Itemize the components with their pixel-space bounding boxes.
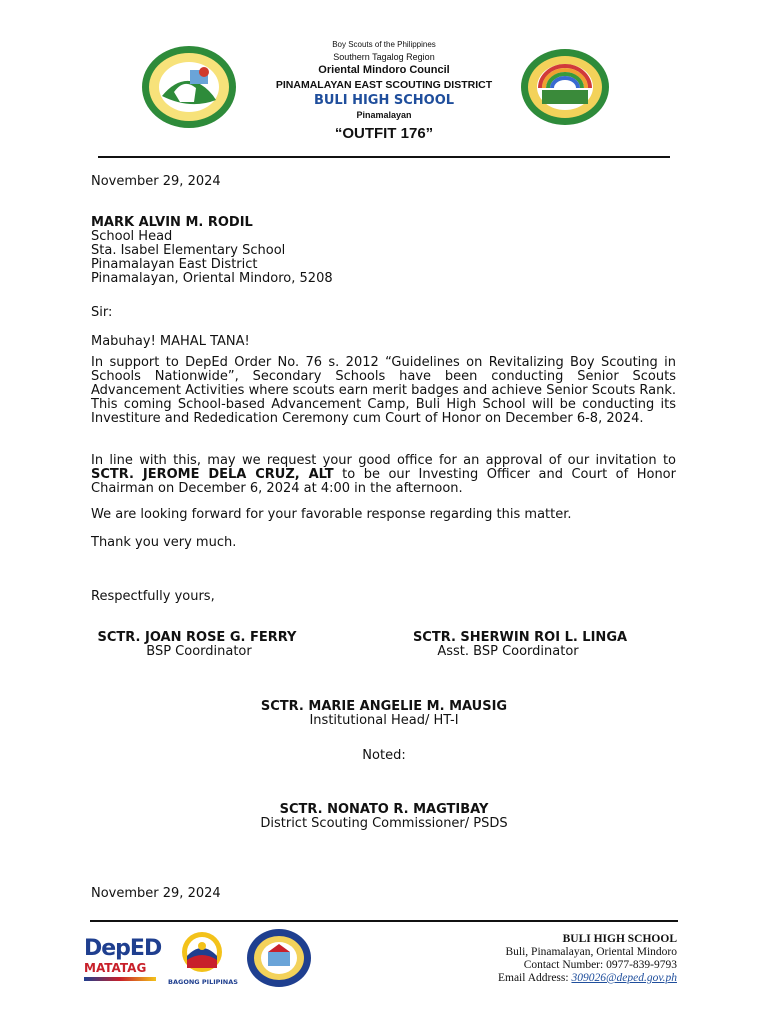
bagong-pilipinas-text: BAGONG PILIPINAS [168,978,238,986]
signatory-1-name: SCTR. JOAN ROSE G. FERRY [97,630,297,645]
investing-officer-name: SCTR. JEROME DELA CRUZ, ALT [91,467,334,482]
paragraph-3: We are looking forward for your favorable response regarding this matter. [91,507,572,522]
closing: Respectfully yours, [91,589,215,604]
salutation: Sir: [91,305,113,320]
bagong-pilipinas-emblem [168,930,236,974]
footer-email-link[interactable]: 309026@deped.gov.ph [571,972,677,984]
signatory-2-title: Asst. BSP Coordinator [437,644,579,659]
header-outfit: “OUTFIT 176” [334,125,434,142]
signatory-2-name: SCTR. SHERWIN ROI L. LINGA [412,630,628,645]
signatory-4-title: District Scouting Commissioner/ PSDS [260,816,508,831]
deped-wordmark: DepED [84,936,162,961]
paragraph-2 [91,454,676,496]
recipient-district: Pinamalayan East District [91,257,258,272]
footer-contact: Contact Number: 0977-839-9793 [523,959,677,971]
matatag-wordmark: MATATAG [84,961,147,975]
footer-email-label: Email Address: [497,972,572,984]
signatory-4-name: SCTR. NONATO R. MAGTIBAY [279,802,489,817]
footer-email-line [498,972,677,985]
deped-matatag-logo [84,937,160,987]
header-divider [98,156,670,158]
paragraph-1: In support to DepEd Order No. 76 s. 2012 “Guidelines on Revitalizing Boy Scouting in Schools Nationwide”, Secondary Schools have been conducting Senior Scouts Advancement Activities where scouts earn merit badges and achieve Senior Scouts Rank. This coming School-based Advancement Camp, Buli High School will be conducting its Investiture and Rededication Ceremony cum Court of Honor on December 6-8, 2024. [91,355,676,426]
recipient-name: MARK ALVIN M. RODIL [91,215,253,230]
paragraph-2-end: to be our Investing Officer and Court of Honor Chairman on December 6, 2024 at 4:00 in the afternoon. [91,467,676,496]
recipient-school: Sta. Isabel Elementary School [91,243,286,258]
thanks: Thank you very much. [91,535,237,550]
paragraph-2-start: In line with this, may we request your good office for an approval of our invitation to [91,453,676,468]
signatory-3-name: SCTR. MARIE ANGELIE M. MAUSIG [260,699,508,714]
footer-divider [90,920,678,922]
footer-school: BULI HIGH SCHOOL [562,933,677,945]
header-town: Pinamalayan [356,110,412,120]
recipient-title: School Head [91,229,173,244]
bagong-pilipinas-logo [168,930,236,988]
greeting: Mabuhay! MAHAL TANA! [91,334,250,349]
header-school: BULI HIGH SCHOOL [313,93,455,108]
recipient-address: Pinamalayan, Oriental Mindoro, 5208 [91,271,333,286]
header-district: PINAMALAYAN EAST SCOUTING DISTRICT [275,79,493,91]
header-council: Oriental Mindoro Council [318,64,450,76]
footer-address: Buli, Pinamalayan, Oriental Mindoro [505,946,677,958]
signatory-1-title: BSP Coordinator [146,644,252,659]
header-org: Boy Scouts of the Philippines [332,40,436,49]
buli-high-school-seal [246,928,312,988]
noted-label: Noted: [362,748,406,763]
signatory-3-title: Institutional Head/ HT-I [309,713,459,728]
header-region: Southern Tagalog Region [333,52,435,62]
letter-date: November 29, 2024 [91,174,221,189]
footer-date: November 29, 2024 [91,886,221,901]
